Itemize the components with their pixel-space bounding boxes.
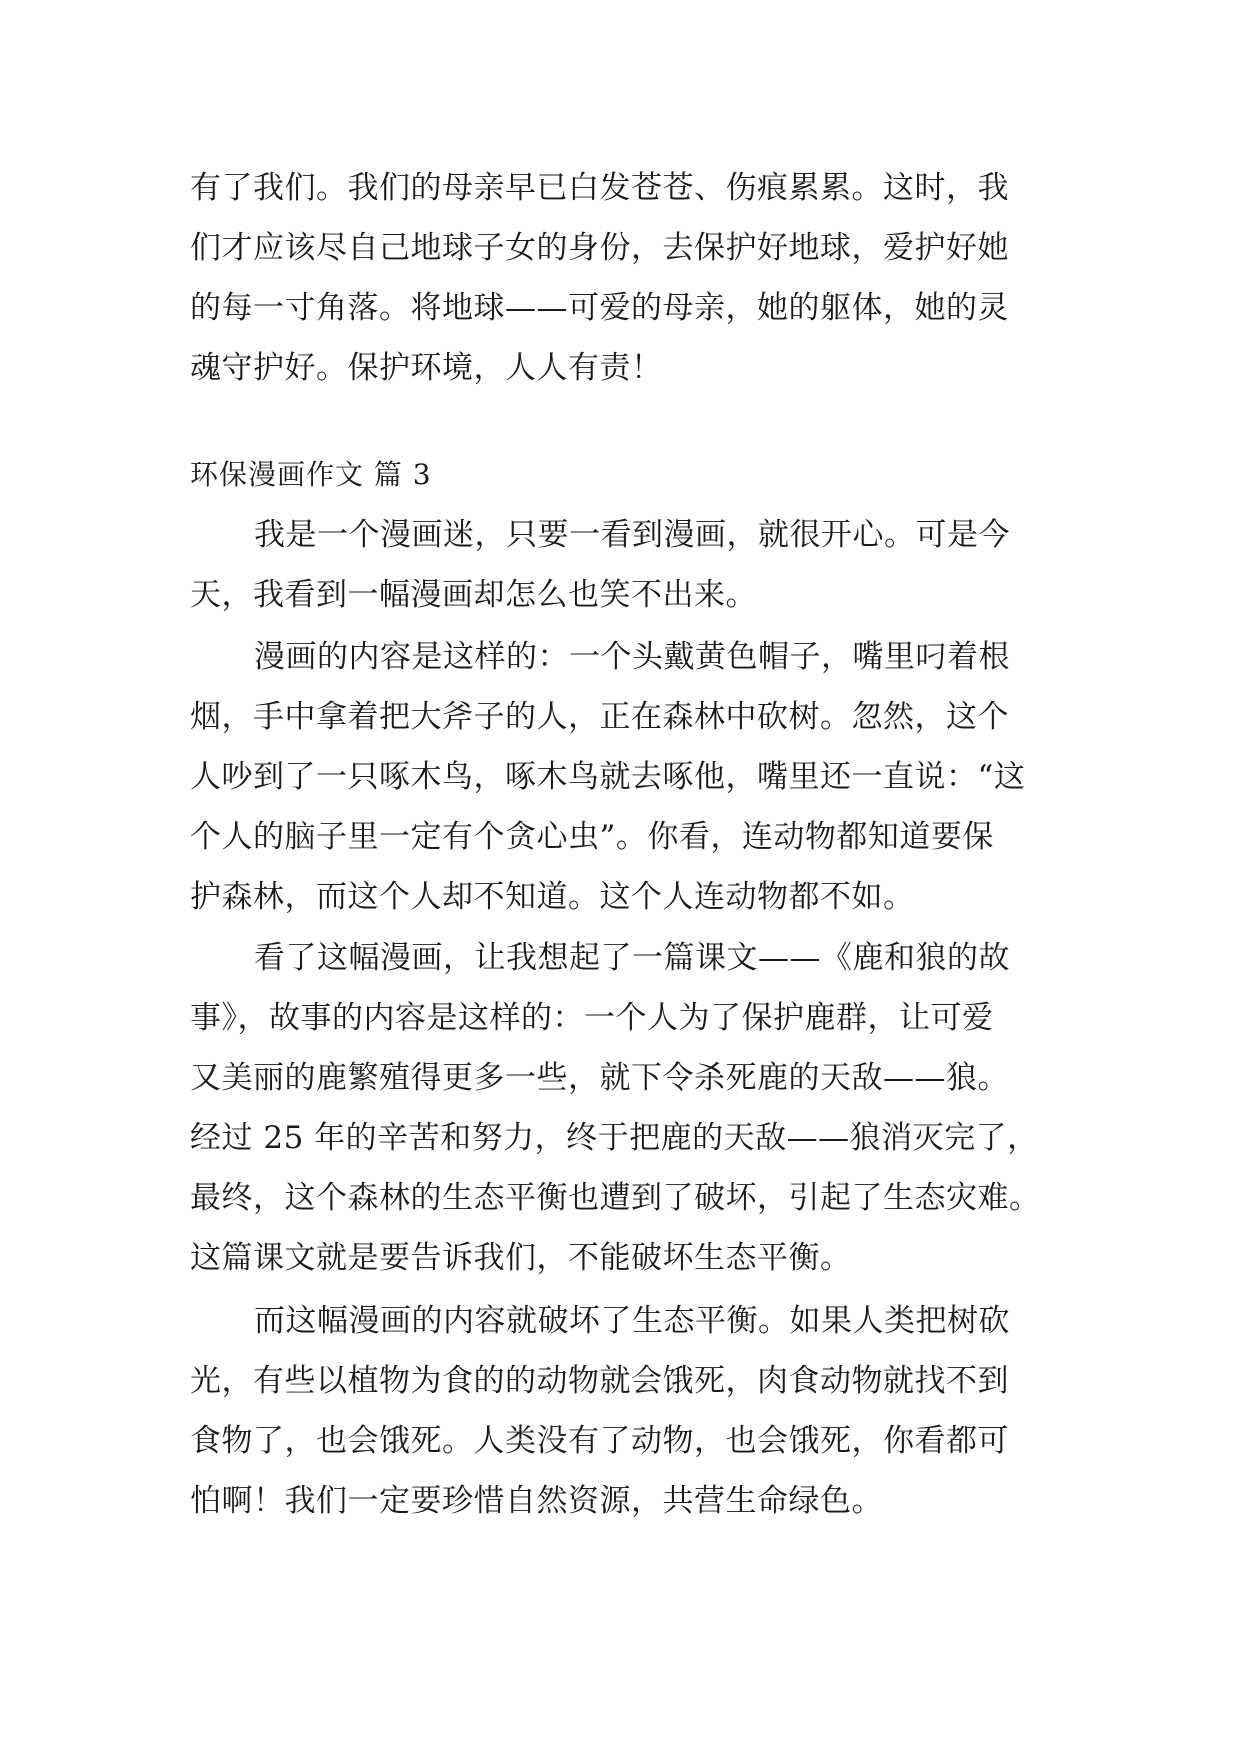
text-line: 人吵到了一只啄木鸟，啄木鸟就去啄他，嘴里还一直说：“这 [190,759,1026,795]
text-line: 天，我看到一幅漫画却怎么也笑不出来。 [190,577,757,613]
text-line: 经过 25 年的辛苦和努力，终于把鹿的天敌——狼消灭完了， [190,1120,1039,1156]
section-title: 环保漫画作文 篇 3 [190,458,432,491]
text-line: 这篇课文就是要告诉我们，不能破坏生态平衡。 [190,1240,852,1276]
text-line: 食物了，也会饿死。人类没有了动物，也会饿死，你看都可 [190,1423,1009,1459]
text-line: 我是一个漫画迷，只要一看到漫画，就很开心。可是今 [254,517,1010,553]
text-line: 事》，故事的内容是这样的：一个人为了保护鹿群，让可爱 [190,1000,994,1036]
text-line: 个人的脑子里一定有个贪心虫”。你看，连动物都知道要保 [190,819,994,855]
text-line: 而这幅漫画的内容就破坏了生态平衡。如果人类把树砍 [254,1303,1010,1339]
text-line: 看了这幅漫画，让我想起了一篇课文——《鹿和狼的故 [254,940,1010,976]
text-line: 烟，手中拿着把大斧子的人，正在森林中砍树。忽然，这个 [190,699,1009,735]
text-line: 的每一寸角落。将地球——可爱的母亲，她的躯体，她的灵 [190,290,1009,326]
text-line: 最终，这个森林的生态平衡也遭到了破坏，引起了生态灾难。 [190,1180,1041,1216]
text-line: 护森林，而这个人却不知道。这个人连动物都不如。 [190,879,915,915]
text-line: 怕啊！我们一定要珍惜自然资源，共营生命绿色。 [190,1483,883,1519]
text-line: 又美丽的鹿繁殖得更多一些，就下令杀死鹿的天敌——狼。 [190,1060,1009,1096]
text-line: 魂守护好。保护环境，人人有责！ [190,350,663,386]
text-line: 有了我们。我们的母亲早已白发苍苍、伤痕累累。这时，我 [190,170,1009,206]
text-line: 光，有些以植物为食的的动物就会饿死，肉食动物就找不到 [190,1363,1009,1399]
text-line: 们才应该尽自己地球子女的身份，去保护好地球，爱护好她 [190,230,1009,266]
text-line: 漫画的内容是这样的：一个头戴黄色帽子，嘴里叼着根 [254,639,1010,675]
